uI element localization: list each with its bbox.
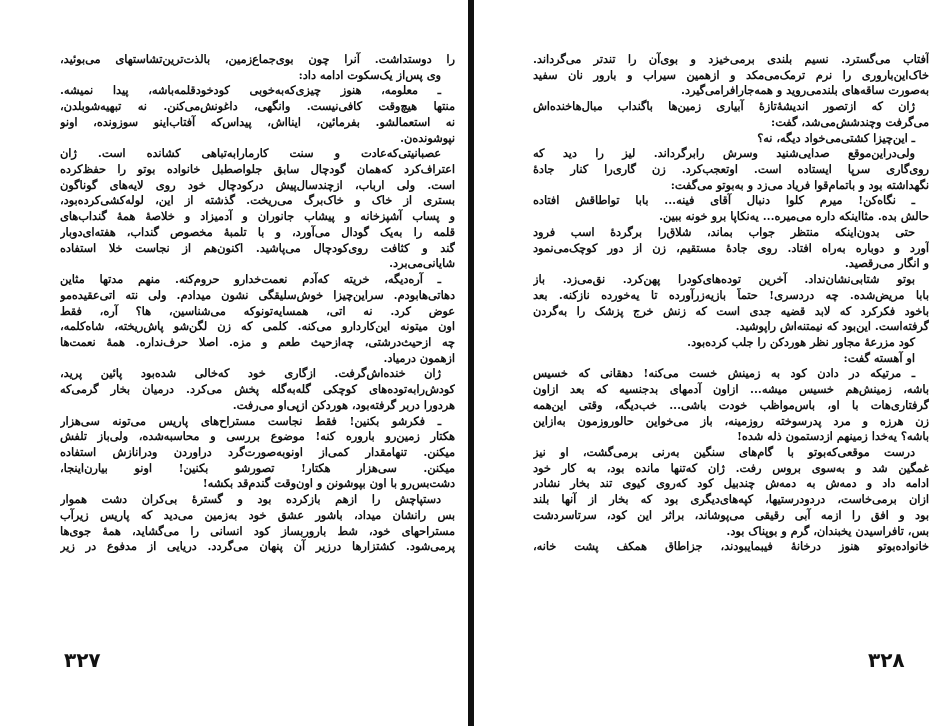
right-page	[533, 52, 929, 672]
text-line: نپوشونده‌ن.	[400, 130, 455, 145]
text-line: دهاتی‌هابودم. سراین‌چیزا خوش‌سلیقگی نشون میدادم. ولی نته اتی‌عقیده‌مو	[60, 287, 455, 302]
text-line: غمگین شد و به‌سوی بروس رفت. ژان که‌تنها مانده بود، به کار خود	[533, 460, 929, 475]
text-line: چه ازحیث‌درشتی، چه‌ازحیث طعم و مزه. اصلا حرف‌نداره. همهٔ نعمت‌ها	[60, 334, 455, 349]
text-line: او آهسته گفت:	[843, 350, 915, 365]
right-page-text	[533, 52, 929, 555]
page-number-right: ۳۲۸	[868, 648, 905, 672]
text-line: خاک‌این‌باروری را نرم ترمک‌می‌مکد و ازهمین سیراب و بارور نان سفید	[533, 67, 929, 82]
text-line: می‌گرفت وچندشش‌می‌شد، گفت:	[771, 114, 929, 129]
text-line: هکتار زمین‌رو باروره کنه! موضوع بررسی و محاسبه‌شده، ولی‌باز تلفش	[60, 429, 455, 444]
text-line: آفتاب می‌گسترد. نسیم بلندی برمی‌خیزد و بوی‌آن را تندتر می‌گرداند.	[533, 52, 929, 66]
text-line: ازان برمی‌خاست، دردودرستیها، کپه‌های‌دیگری بود که بخار از آنها بلند	[533, 492, 929, 507]
text-line: نه استعمالشو. بفرمائین، اینااش، پیداس‌که آفتاب‌اینو سوزونده، اونو	[60, 114, 455, 129]
text-line: ـ معلومه، هنوز چیزی‌که‌به‌خوبی کودخودقلمه‌باشه، پیدا نمیشه.	[60, 83, 441, 98]
text-line: است. ولی ارباب، ازچندسال‌پیش درکودچال خود روی لایه‌های گوناگون	[60, 177, 455, 192]
text-line: عصبانیتی‌که‌عادت و سنت کارمارا‌به‌تباهی کشانده است. ژان	[60, 146, 441, 161]
text-line: ازهمون درمیاد.	[383, 350, 455, 365]
text-line: حتی بدون‌اینکه منتظر جواب بماند، شلاق‌را برگردهٔ اسب فرود	[533, 224, 915, 239]
text-line: هردورا دربر گرفته‌بود، هوردکن ازپی‌او می‌رفت.	[232, 397, 455, 412]
text-line: مستراحهای خود، شط باروربساز کود انسانی را می‌گشاید، همهٔ جوی‌ها	[60, 523, 455, 538]
text-line: شایانی‌می‌برد.	[389, 256, 455, 271]
text-line: بابا مریض‌شده. چه دردسری! حتماً بازیه‌زرآورده تا یه‌خورده نازکنه. بعد	[533, 287, 929, 302]
text-line: میکنن. سی‌هزار هکتار! تصورشو بکنین! اونو بیارن‌اینجا،	[60, 460, 455, 475]
text-line: ـ فکرشو بکنین! فقط نجاست مستراح‌های پاریس می‌تونه سی‌هزار	[60, 413, 441, 428]
text-line: به‌صورت ساقه‌های بلندمی‌روید و همه‌جارافرامی‌گیرد.	[681, 83, 929, 98]
text-line: را دوستداشت. آنرا چون بوی‌جماع‌زمین، بالذت‌ترین‌تشاستهای می‌بوئید،	[60, 52, 455, 66]
text-line: و پساب آشپزخانه و پیشاب جانوران و آدمیزاد و خلاصهٔ همهٔ گنداب‌های	[60, 209, 455, 224]
text-line: بس رانشان میداد، باشور عشق خود به‌زمین می‌دید که پاریس زیرآب	[60, 507, 455, 522]
text-line: ادامه داد و دمه‌ش به دمه‌ش چندبیل کود که‌روی کیوی تند بخار نشادر	[533, 476, 929, 491]
text-line: گند و کثافت روی‌کودچال می‌پاشید. اکنون‌هم از نجاست خلا استفاده	[60, 240, 455, 255]
text-line: میکنن. تنهامقدار کمی‌از اونوبه‌صورت‌گرد دراوردن ودرانازش استفاده	[60, 444, 455, 459]
text-line: باخود فکرکرد که لابد قضیه جدی است که زنش خرج پزشک را به‌گردن	[533, 303, 929, 318]
text-line: حالش بده. مثااینکه داره می‌میره... یه‌نکا‌پا برو خونه ببین.	[659, 209, 929, 224]
text-line: بوتو شتابی‌نشان‌نداد. آخرین توده‌های‌کودرا پهن‌کرد. نق‌می‌زد. باز	[533, 272, 915, 287]
text-line: ـ این‌چیزا کشتی‌می‌خواد دیگه، نه؟	[757, 130, 915, 145]
text-line: وی پس‌از یک‌سکوت ادامه داد:	[298, 67, 441, 82]
text-line: پرمی‌شود. کشتزارها درزیر آن پنهان می‌گردد. دریایی از مدفوع در زیر	[60, 539, 455, 554]
text-line: ژان خنده‌اش‌گرفت. ازگاری خود که‌خالی شده‌بود پائین پرید،	[60, 366, 441, 381]
text-line: باشه، زمینش‌هم خسیس میشه... ازاون آدمهای بدجنسیه که بعد ازاون	[533, 382, 929, 397]
text-line: زن هرزه و مرد پدرسوخته روزمینه، باز می‌خواین حالوروزمون به‌ازاین	[533, 413, 929, 428]
text-line: بستری از خاک و خاک‌برگ می‌ریخت. گذشته از این، لوله‌کشی‌کرده‌بود،	[60, 193, 455, 208]
text-line: گرفتاری‌هات با او، باس‌مواظب خودت باشی... خب‌دیگه، وقتی این‌همه	[533, 397, 929, 412]
text-line: درست موقعی‌که‌بوتو با گام‌های سنگین به‌رنی برمی‌گشت، او نیز	[533, 444, 915, 459]
text-line: دشت‌بس‌رو با اون بپوشونن و اون‌وقت گندم‌قد بکشه!	[202, 476, 455, 491]
text-line: باشه؟ یه‌خدا زمینهم ازدستمون ذله شده!	[736, 429, 929, 444]
text-line: اعتراف‌کرد که‌همان گودچال سابق جلواصطبل خانواده بوتو را حفظ‌کرده	[60, 162, 455, 177]
text-line: کود مزرعهٔ مجاور نظر هوردکن را جلب کرده‌بود.	[687, 334, 915, 349]
text-line: منتها هیچ‌وقت کافی‌نیست. وانگهی، داغونش‌می‌کنن. نه تبهیه‌شوبلدن،	[60, 99, 455, 114]
text-line: قلمه را به‌یک گودال می‌آورد، و با تلمبهٔ مخصوص گنداب، هفته‌ای‌دوبار	[60, 224, 455, 239]
text-line: بس، تافراسیدن یخبندان، گرم و بوپناک بود.	[726, 523, 929, 538]
text-line: ـ مرتیکه در دادن کود به زمینش خست می‌کنه! دهقانی که خسیس	[533, 366, 915, 381]
text-line: آورد و دوباره به‌راه افتاد. روی جادهٔ مستقیم، زن از دور کوچک‌می‌نمود	[533, 240, 929, 255]
text-line: ولی‌دراین‌موقع صدایی‌شنید وسرش رابرگرداند. لیز را دید که	[533, 146, 915, 161]
text-line: بود و افق را ازمه آبی رقیقی می‌پوشاند، براثر این کود، سرتاسردشت	[533, 507, 929, 522]
text-line: دستپاچش را ازهم بازکرده بود و گسترهٔ بی‌کران دشت هموار	[60, 492, 441, 507]
text-line: ژان که ازتصور اندیشهٔ‌تازهٔ آبیاری زمین‌ها باگنداب مبال‌ها‌خنده‌اش	[533, 99, 915, 114]
text-line: کودش‌رابه‌توده‌های کوچکی گله‌به‌گله پخش می‌کرد. درمیان بخار گرمی‌که	[60, 382, 455, 397]
text-line: گرفته‌است. این‌بود که نیمتنه‌اش راپوشید.	[735, 319, 929, 334]
text-line: نگهداشته بود و باتمام‌قوا فریاد می‌زد و به‌بوتو می‌گفت:	[670, 177, 929, 192]
text-line: و انگار می‌رقصید.	[844, 256, 929, 271]
text-line: روی‌گاری سرپا ایستاده است. اوتعجب‌کرد. زن گاری‌را کنار جادهٔ	[533, 162, 929, 177]
text-line: ـ آره‌دیگه، خریته که‌آدم نعمت‌خدارو حروم‌کنه. منهم مدتها مثاین	[60, 272, 441, 287]
text-line: ـ نگاه‌کن! میرم کلوا دنبال آقای فینه... بابا تواطاقش افتاده	[533, 193, 915, 208]
left-page-text	[60, 52, 455, 555]
text-line: عوض کرد. نه اتی، همسایه‌تونوکه می‌شناسین، ها؟ آره، فقط	[60, 303, 455, 318]
text-line: خانواده‌بوتو هنوز درخانهٔ فیبمایبودند، جزاطاق همکف پشت خانه،	[533, 539, 929, 554]
page-number-left: ۳۲۷	[64, 648, 101, 672]
left-page	[60, 52, 455, 672]
text-line: اون میتونه این‌کاردارو می‌کنه. کلمی که زن لگن‌شو پاش‌ریخته، شاه‌کلمه،	[60, 319, 455, 334]
book-gutter	[468, 0, 474, 726]
